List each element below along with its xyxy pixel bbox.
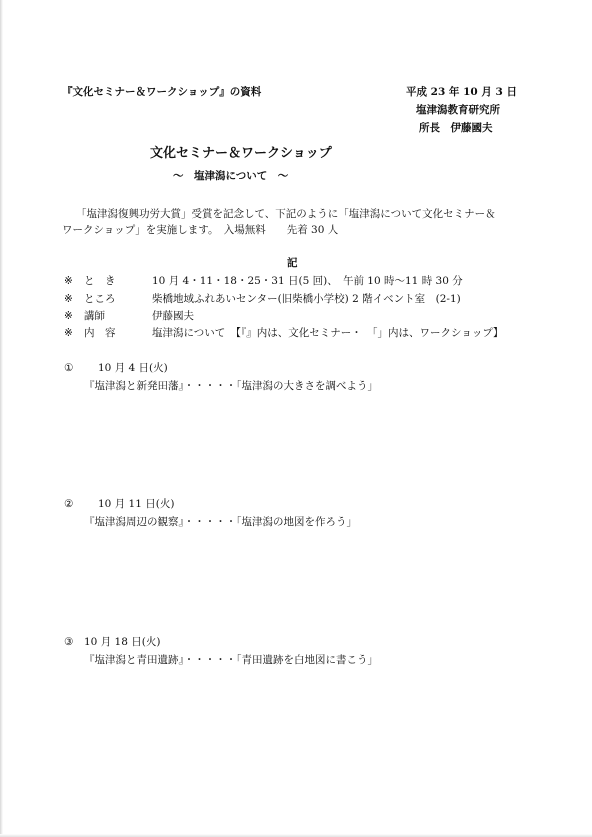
session-date: 10 月 4 日(火)	[98, 362, 168, 374]
session-number: ③	[64, 636, 74, 648]
detail-row-content	[64, 327, 503, 340]
detail-label: と き	[84, 275, 116, 287]
scan-edge-shadow	[0, 0, 3, 837]
session-1-header	[64, 362, 168, 375]
ki-marker: 記	[287, 257, 298, 269]
intro-line-2: ワークショップ」を実施します。 入場無料 先着 30 人	[62, 224, 339, 236]
detail-row-place	[64, 293, 461, 306]
organization-name: 塩津潟教育研究所	[416, 104, 500, 116]
page-subtitle: ～ 塩津潟について ～	[173, 170, 289, 182]
session-3-content: 『塩津潟と青田遺跡』・・・・・「青田遺跡を白地図に書こう」	[84, 654, 378, 666]
detail-label: ところ	[84, 293, 116, 305]
detail-label: 講師	[84, 310, 105, 322]
session-3-header	[64, 636, 160, 649]
detail-value: 伊藤國夫	[152, 310, 194, 322]
detail-row-lecturer	[64, 310, 194, 323]
detail-row-time	[64, 275, 463, 288]
detail-value: 柴橋地域ふれあいセンター(旧柴橋小学校) 2 階イベント室 (2-1)	[152, 293, 461, 305]
page-title: 文化セミナー＆ワークショップ	[150, 146, 332, 161]
session-date: 10 月 18 日(火)	[84, 636, 161, 648]
detail-value: 10 月 4・11・18・25・31 日(5 回)、 午前 10 時～11 時 30 分	[152, 275, 463, 287]
session-2-header	[64, 498, 174, 511]
session-2-content: 『塩津潟周辺の観察』・・・・・「塩津潟の地図を作ろう」	[84, 516, 357, 528]
detail-mark: ※	[64, 327, 73, 339]
document-date: 平成 23 年 10 月 3 日	[406, 86, 517, 98]
detail-mark: ※	[64, 275, 73, 287]
detail-label: 内 容	[84, 327, 116, 339]
intro-line-1: 「塩津潟復興功労大賞」受賞を記念して、下記のように「塩津潟について文化セミナー＆	[76, 208, 496, 220]
detail-value: 塩津潟について 【『』内は、文化セミナー・ 「」内は、ワークショップ】	[152, 327, 504, 339]
director-name: 所長 伊藤國夫	[419, 122, 493, 134]
detail-mark: ※	[64, 310, 73, 322]
session-1-content: 『塩津潟と新発田藩』・・・・・「塩津潟の大きさを調べよう」	[84, 380, 378, 392]
session-date: 10 月 11 日(火)	[98, 498, 175, 510]
session-number: ①	[64, 362, 74, 374]
detail-mark: ※	[64, 293, 73, 305]
material-note: 『文化セミナー＆ワークショップ』の資料	[62, 86, 262, 98]
session-number: ②	[64, 498, 74, 510]
